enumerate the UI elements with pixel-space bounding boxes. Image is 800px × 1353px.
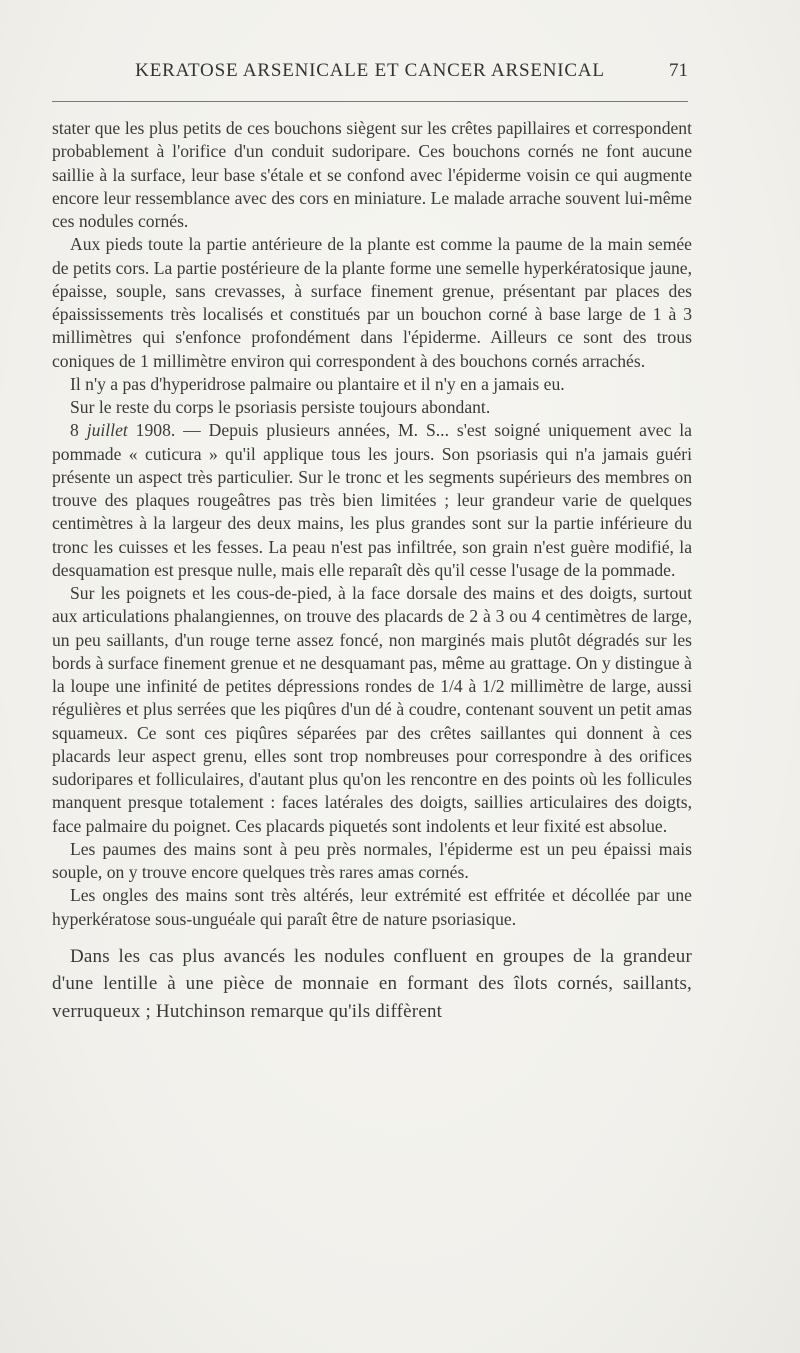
body-text bbox=[52, 117, 692, 1026]
paragraph-nails: Les ongles des mains sont très altérés, leur extrémité est effritée et décollée par une hyperkératose sous-unguéale qui paraît être de nature psoriasique. bbox=[52, 885, 692, 929]
paragraph-psoriasis: Sur le reste du corps le psoriasis persiste toujours abondant. bbox=[70, 397, 491, 417]
page-number: 71 bbox=[669, 60, 688, 81]
running-header bbox=[52, 60, 688, 90]
paragraph-feet: Aux pieds toute la partie antérieure de la plante est comme la paume de la main semée de petits cors. La partie postérieure de la plante forme une semelle hyperkératosique jaune, épaisse, souple, sans crevasses, à surface finement grenue, présentant par places des épaississements très localisés et constitués par un bouchon corné à base large de 1 à 3 millimètres qui s'enfonce profondément dans l'épiderme. Ailleurs ce sont des trous coniques de 1 millimètre environ qui correspondent à des bouchons cornés arrachés. bbox=[52, 234, 692, 371]
paragraph-hyperidrosis: Il n'y a pas d'hyperidrose palmaire ou plantaire et il n'y en a jamais eu. bbox=[70, 373, 565, 394]
header-rule bbox=[52, 101, 688, 102]
paragraph-gap bbox=[52, 931, 692, 943]
paragraph-continuation: stater que les plus petits de ces bouchons siègent sur les crêtes papillaires et correspondent probablement à l'orifice d'un conduit sudoripare. Ces bouchons cornés ne font aucune saillie à la surface, leur base s'étale et se confond avec l'épiderme voisin ce qui augmente encore leur ressemblance avec des cors en miniature. Le malade arrache souvent lui-même ces nodules cornés. bbox=[52, 118, 692, 231]
paragraph-wrists: Sur les poignets et les cous-de-pied, à la face dorsale des mains et des doigts, surtout aux articulations phalangiennes, on trouve des placards de 2 à 3 ou 4 centimètres de large, un peu saillants, d'un rouge terne assez foncé, non marginés mais plutôt dégradés sur les bords à surface finement grenue et ne desquamant pas, même au grattage. On y distingue à la loupe une infinité de petites dépressions rondes de 1/4 à 1/2 millimètre de large, aussi régulières et plus serrées que les piqûres d'un dé à coudre, contenant souvent un petit amas squameux. Ce sont ces piqûres séparées par des crêtes saillantes qui donnent à ces placards leur aspect grenu, elles sont trop nombreuses pour correspondre à des orifices sudoripares et folliculaires, d'autant plus qu'on les rencontre en des points où les follicules manquent presque totalement : faces latérales des doigts, saillies articulaires des doigts, face palmaire du poignet. Ces placards piquetés sont indolents et leur fixité est absolue. bbox=[52, 583, 692, 836]
header-title: KERATOSE ARSENICALE ET CANCER ARSENICAL bbox=[135, 60, 605, 81]
paragraph-palms: Les paumes des mains sont à peu près normales, l'épiderme est un peu épaissi mais souple, on y trouve encore quelques très rares amas cornés. bbox=[52, 838, 692, 882]
paragraph-july-entry bbox=[52, 419, 692, 582]
july-entry-text: 1908. — Depuis plusieurs années, M. S... s'est soigné uniquement avec la pommade « cuticura » qu'il applique tous les jours. Son psoriasis qui n'a jamais guéri présente un aspect très particulier. Sur le tronc et les segments supérieurs des membres on trouve des plaques rougeâtres pas très bien limitées ; leur grandeur varie de quelques centimètres à la largeur des deux mains, les plus grandes sont sur la partie inférieure du tronc les cuisses et les fesses. La peau n'est pas infiltrée, son grain n'est guère modifié, la desquamation est presque nulle, mais elle reparaît dès qu'il cesse l'usage de la pommade. bbox=[52, 420, 692, 580]
date-month: juillet bbox=[86, 420, 128, 441]
paragraph-advanced-cases: Dans les cas plus avancés les nodules confluent en groupes de la grandeur d'une lentille à une pièce de monnaie en formant des îlots cornés, saillants, verruqueux ; Hutchinson remarque qu'ils diffèrent bbox=[52, 945, 692, 1023]
date-day: 8 bbox=[70, 420, 87, 441]
